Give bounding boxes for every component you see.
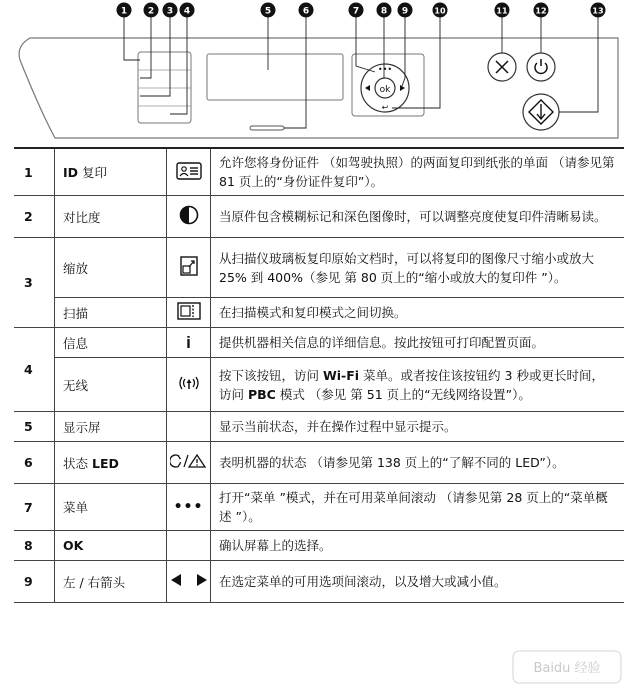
button-description (211, 238, 625, 298)
callout-1-label: 1 (120, 6, 128, 17)
callout-9-label: 9 (401, 6, 409, 17)
button-name-bold: LED (91, 455, 119, 471)
button-name: 显示屏 (55, 412, 167, 442)
button-name: 缩放 (55, 238, 167, 298)
legend-row (14, 196, 624, 238)
menu-key-label: ••• (377, 65, 393, 74)
callout-13-label: 13 (592, 6, 604, 16)
button-description (211, 358, 625, 412)
description-segment: 按下该按钮，访问 (219, 367, 323, 383)
icon-cell (167, 358, 211, 412)
legend-row (14, 412, 624, 442)
button-description (211, 561, 625, 603)
description-text: 提供机器相关信息的详细信息。按此按钮可打印配置页面。 (219, 335, 545, 350)
left-right-arrow-icon (169, 573, 209, 587)
row-number: 2 (14, 196, 55, 238)
description-segment: PBC (247, 386, 276, 402)
description-text: 从扫描仪玻璃板复印原始文档时，可以将复印的图像尺寸缩小或放大 25% 到 400%（参见 第 80 页上的“缩小或放大的复印件 ”）。 (219, 250, 595, 285)
control-panel-diagram (0, 0, 636, 146)
legend-row (14, 148, 624, 196)
reduce-enlarge-icon (180, 256, 198, 276)
info-icon: i (186, 332, 191, 352)
button-description (211, 196, 625, 238)
icon-cell (167, 531, 211, 561)
icon-cell (167, 442, 211, 484)
callout-12-label: 12 (535, 6, 547, 16)
button-name-text: 复印 (78, 165, 108, 180)
description-text: 允许您将身份证件 （如驾驶执照）的两面复印到纸张的单面 （请参见第 81 页上的“身份证件复印”）。 (219, 155, 615, 189)
icon-cell (167, 561, 211, 603)
description-segment: Wi-Fi (322, 367, 360, 383)
row-number: 6 (14, 442, 55, 484)
callout-5-label: 5 (264, 6, 272, 17)
button-name: 无线 (55, 358, 167, 412)
row-number: 9 (14, 561, 55, 603)
icon-cell (167, 328, 211, 358)
button-name: 信息 (55, 328, 167, 358)
button-name (55, 148, 167, 196)
button-name-text: 状态 (63, 455, 92, 471)
button-description (211, 484, 625, 531)
description-segment: 菜单。或者按住该按钮约 3 秒或更长时间，访问 (219, 367, 604, 402)
callout-11-label: 11 (496, 6, 508, 16)
legend-row (14, 484, 624, 531)
legend-row (14, 442, 624, 484)
status-led-icon (170, 453, 208, 469)
svg-text:Baidu 经验: Baidu 经验 (533, 661, 601, 676)
icon-cell (167, 196, 211, 238)
legend-row (14, 358, 624, 412)
button-name: 扫描 (55, 298, 167, 328)
legend-row (14, 328, 624, 358)
button-description (211, 328, 625, 358)
button-name: 左 / 右箭头 (55, 561, 167, 603)
callout-4-label: 4 (183, 6, 191, 17)
description-text: 打开“菜单 ”模式，并在可用菜单间滚动 （请参见第 28 页上的“菜单概述 ”）。 (219, 490, 608, 524)
contrast-icon (179, 205, 199, 225)
button-legend-table (14, 147, 624, 603)
legend-row (14, 298, 624, 328)
button-description (211, 442, 625, 484)
icon-cell (167, 148, 211, 196)
button-description (211, 298, 625, 328)
row-number: 8 (14, 531, 55, 561)
svg-text:↩: ↩ (381, 103, 389, 112)
row-number: 1 (14, 148, 55, 196)
icon-cell (167, 412, 211, 442)
button-name (55, 442, 167, 484)
description-segment: 模式 （参见 第 51 页上的“无线网络设置”）。 (275, 386, 531, 402)
callout-6-label: 6 (302, 6, 310, 17)
button-description (211, 412, 625, 442)
button-description (211, 531, 625, 561)
row-number: 4 (14, 328, 55, 412)
button-name: 菜单 (55, 484, 167, 531)
legend-row (14, 238, 624, 298)
button-description (211, 148, 625, 196)
row-number: 5 (14, 412, 55, 442)
ok-key-label: ok (379, 85, 391, 95)
description-text: 在选定菜单的可用选项间滚动，以及增大或减小值。 (219, 574, 507, 589)
button-name: OK (55, 531, 167, 561)
callout-7-label: 7 (352, 6, 360, 17)
icon-cell (167, 484, 211, 531)
description-text: 确认屏幕上的选择。 (219, 538, 332, 553)
description-text: 显示当前状态，并在操作过程中显示提示。 (219, 419, 457, 434)
callout-10-label: 10 (434, 6, 446, 16)
icon-cell (167, 238, 211, 298)
watermark-logo (512, 650, 622, 684)
wireless-icon (176, 374, 202, 392)
id-card-icon (176, 162, 202, 180)
scan-icon (177, 302, 201, 320)
legend-row (14, 531, 624, 561)
row-number: 7 (14, 484, 55, 531)
button-name-bold: ID (63, 165, 79, 180)
legend-row (14, 561, 624, 603)
callout-3-label: 3 (166, 6, 174, 17)
callout-8-label: 8 (380, 6, 388, 17)
description-text: 当原件包含模糊标记和深色图像时，可以调整亮度使复印件清晰易读。 (219, 209, 607, 224)
icon-cell (167, 298, 211, 328)
row-number: 3 (14, 238, 55, 328)
description-text: 表明机器的状态 （请参见第 138 页上的“了解不同的 LED”）。 (219, 455, 565, 470)
callout-2-label: 2 (147, 6, 155, 17)
button-name: 对比度 (55, 196, 167, 238)
menu-icon: ••• (173, 499, 204, 515)
description-text: 在扫描模式和复印模式之间切换。 (219, 305, 407, 320)
